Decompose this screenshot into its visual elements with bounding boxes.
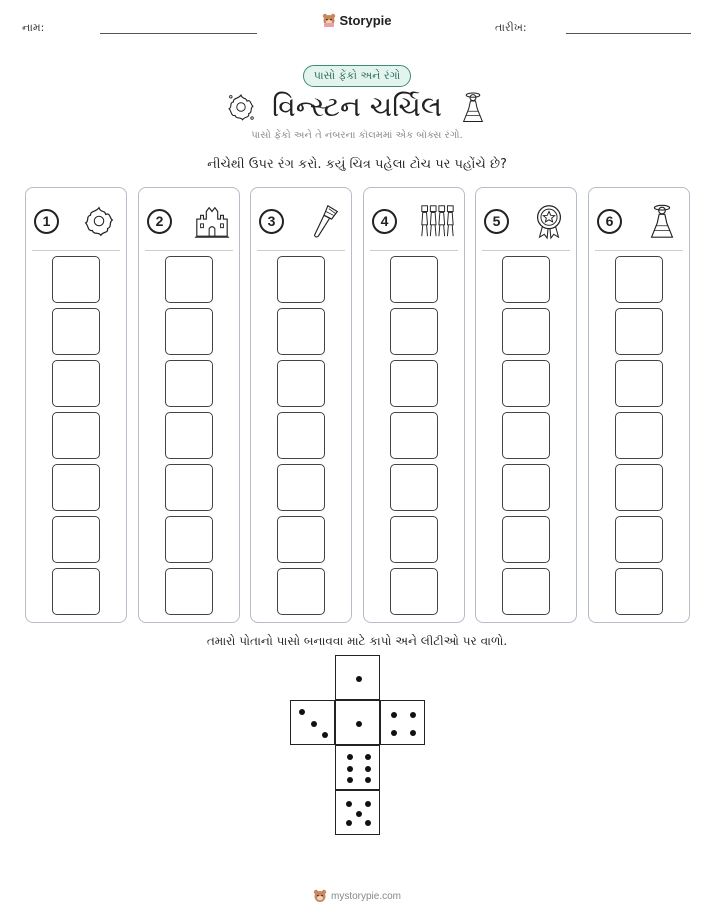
color-box[interactable]	[615, 516, 663, 563]
die-pip	[346, 801, 352, 807]
column-4	[363, 187, 465, 623]
column-header	[372, 198, 456, 244]
die-pip	[365, 766, 371, 772]
column-header	[259, 198, 343, 244]
column-header	[597, 198, 681, 244]
color-box[interactable]	[52, 412, 100, 459]
die-pip	[346, 820, 352, 826]
column-6	[588, 187, 690, 623]
column-divider	[257, 250, 345, 251]
column-1	[25, 187, 127, 623]
die-face[interactable]	[290, 700, 335, 745]
brand-logo	[0, 12, 714, 31]
date-label: તારીખ:	[495, 21, 527, 34]
die-pip	[391, 712, 397, 718]
die-pip	[347, 766, 353, 772]
die-pip	[356, 811, 362, 817]
activity-badge: પાસો ફેંકો અને રંગો	[303, 65, 412, 87]
color-box[interactable]	[390, 568, 438, 615]
color-box[interactable]	[502, 308, 550, 355]
color-box[interactable]	[52, 360, 100, 407]
color-box[interactable]	[502, 568, 550, 615]
bear-icon	[313, 889, 327, 903]
color-box[interactable]	[390, 516, 438, 563]
page-title: વિન્સ્ટન ચર્ચિલ	[271, 90, 442, 123]
column-number: 1	[34, 209, 59, 234]
color-box[interactable]	[502, 464, 550, 511]
color-box[interactable]	[165, 516, 213, 563]
die-pip	[391, 730, 397, 736]
die-pip	[299, 709, 305, 715]
die-pip	[410, 730, 416, 736]
color-box[interactable]	[615, 464, 663, 511]
column-header	[147, 198, 231, 244]
color-box[interactable]	[277, 256, 325, 303]
column-number: 2	[147, 209, 172, 234]
color-box[interactable]	[165, 308, 213, 355]
color-box[interactable]	[277, 360, 325, 407]
color-box[interactable]	[277, 516, 325, 563]
color-box[interactable]	[502, 516, 550, 563]
color-box[interactable]	[615, 360, 663, 407]
die-pip	[410, 712, 416, 718]
name-line[interactable]	[100, 33, 257, 34]
splat-icon	[80, 202, 118, 240]
color-box[interactable]	[390, 256, 438, 303]
color-box[interactable]	[390, 308, 438, 355]
column-header	[484, 198, 568, 244]
column-divider	[32, 250, 120, 251]
footer-url[interactable]: mystorypie.com	[330, 890, 401, 902]
color-box[interactable]	[390, 412, 438, 459]
die-pip	[322, 732, 328, 738]
castle-icon	[193, 202, 231, 240]
instructions: પાસો ફેંકો અને તે નંબરના કૉલમમાં એક બૉક્સ રંગો.	[251, 130, 463, 141]
column-number: 6	[597, 209, 622, 234]
die-face[interactable]	[335, 655, 380, 700]
column-2	[138, 187, 240, 623]
color-box[interactable]	[615, 308, 663, 355]
name-label: નામ:	[22, 21, 45, 34]
color-box[interactable]	[502, 412, 550, 459]
color-box[interactable]	[165, 256, 213, 303]
column-divider	[595, 250, 683, 251]
color-box[interactable]	[390, 360, 438, 407]
die-face[interactable]	[335, 700, 380, 745]
lady-icon	[643, 202, 681, 240]
die-pip	[365, 820, 371, 826]
column-header	[34, 198, 118, 244]
die-pip	[347, 777, 353, 783]
medal-icon	[530, 202, 568, 240]
color-box[interactable]	[615, 568, 663, 615]
color-box[interactable]	[277, 464, 325, 511]
brand-name: Storypie	[339, 12, 392, 28]
paintbrush-icon	[305, 202, 343, 240]
color-box[interactable]	[52, 516, 100, 563]
column-number: 5	[484, 209, 509, 234]
column-3	[250, 187, 352, 623]
column-divider	[482, 250, 570, 251]
die-pip	[365, 777, 371, 783]
die-pip	[347, 754, 353, 760]
column-number: 3	[259, 209, 284, 234]
die-instruction: તમારો પોતાનો પાસો બનાવવા માટે કાપો અને લીટીઓ પર વાળો.	[206, 634, 508, 648]
splat-icon	[224, 90, 258, 124]
color-box[interactable]	[52, 568, 100, 615]
color-box[interactable]	[52, 464, 100, 511]
die-face[interactable]	[380, 700, 425, 745]
die-face[interactable]	[335, 745, 380, 790]
column-5	[475, 187, 577, 623]
color-box[interactable]	[52, 308, 100, 355]
color-box[interactable]	[165, 360, 213, 407]
color-box[interactable]	[165, 568, 213, 615]
color-box[interactable]	[165, 412, 213, 459]
color-box[interactable]	[615, 256, 663, 303]
color-box[interactable]	[277, 308, 325, 355]
color-box[interactable]	[277, 568, 325, 615]
question: નીચેથી ઉપર રંગ કરો. કયું ચિત્ર પહેલા ટોચ પર પહોંચે છે?	[207, 157, 507, 172]
color-box[interactable]	[52, 256, 100, 303]
column-divider	[145, 250, 233, 251]
column-number: 4	[372, 209, 397, 234]
color-box[interactable]	[390, 464, 438, 511]
color-box[interactable]	[502, 360, 550, 407]
footer	[0, 888, 714, 907]
date-line[interactable]	[566, 33, 691, 34]
lady-icon	[456, 90, 490, 124]
bear-icon	[322, 13, 336, 27]
die-pip	[356, 676, 362, 682]
die-pip	[365, 754, 371, 760]
die-pip	[356, 721, 362, 727]
die-pip	[365, 801, 371, 807]
color-box[interactable]	[502, 256, 550, 303]
color-box[interactable]	[165, 464, 213, 511]
color-box[interactable]	[615, 412, 663, 459]
soldiers-icon	[418, 202, 456, 240]
die-face[interactable]	[335, 790, 380, 835]
column-divider	[370, 250, 458, 251]
die-pip	[311, 721, 317, 727]
color-box[interactable]	[277, 412, 325, 459]
